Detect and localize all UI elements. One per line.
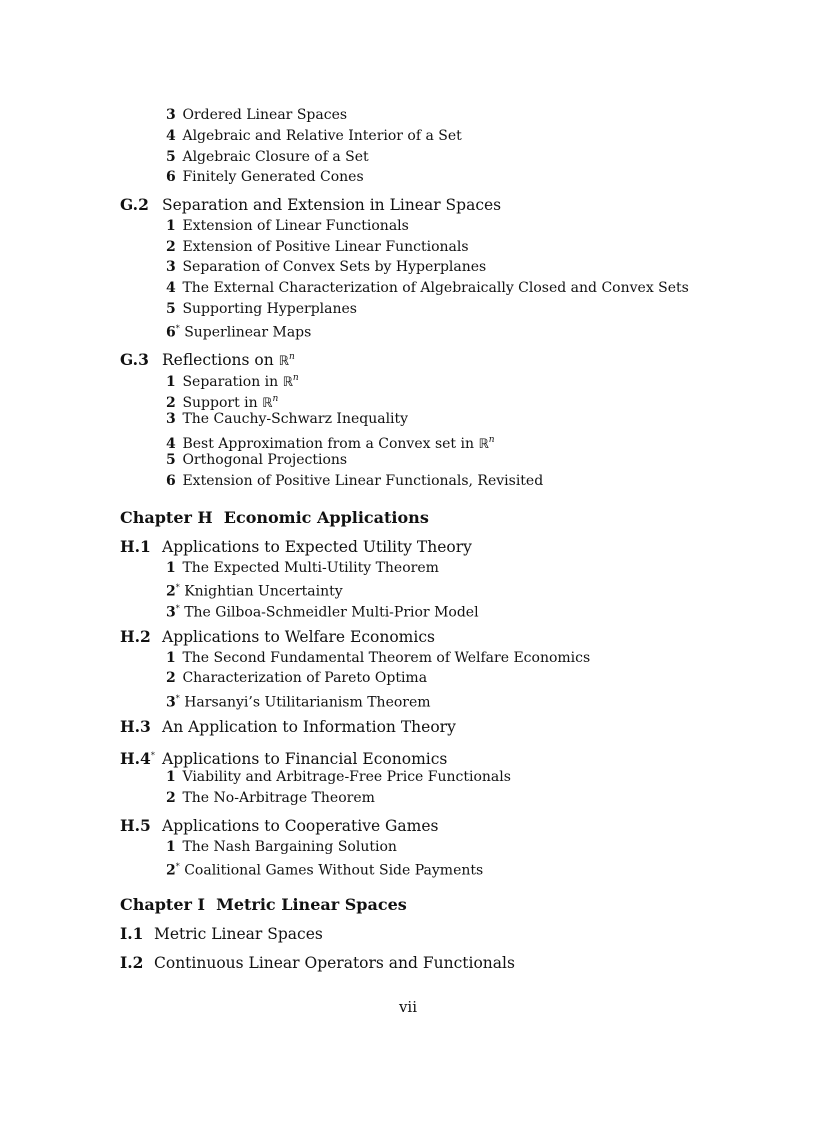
toc-entry[interactable]: 1 The Expected Multi-Utility Theorem xyxy=(166,560,439,576)
toc-entry[interactable]: 1 The Nash Bargaining Solution xyxy=(166,839,397,855)
toc-entry[interactable]: 2* Knightian Uncertainty xyxy=(166,583,343,600)
page-number: vii xyxy=(398,998,418,1016)
toc-section-h1[interactable]: H.1 Applications to Expected Utility Theory xyxy=(120,537,472,556)
toc-entry[interactable]: 5 Algebraic Closure of a Set xyxy=(166,149,369,165)
toc-entry[interactable]: 1 Extension of Linear Functionals xyxy=(166,218,409,234)
toc-section-g2[interactable]: G.2 Separation and Extension in Linear Spaces xyxy=(120,195,502,214)
toc-entry[interactable]: 2 Support in ℝ$^n$ xyxy=(166,394,279,411)
toc-entry[interactable]: 4 Best Approximation from a Convex set in ℝ$^n$ xyxy=(166,435,495,452)
toc-entry[interactable]: 2 Characterization of Pareto Optima xyxy=(166,670,428,686)
toc-entry[interactable]: 1 Viability and Arbitrage-Free Price Functionals xyxy=(166,769,511,785)
toc-entry[interactable]: 4 The External Characterization of Algebraically Closed and Convex Sets xyxy=(166,280,689,296)
toc-entry[interactable]: 2 The No-Arbitrage Theorem xyxy=(166,790,375,806)
toc-section-h3[interactable]: H.3 An Application to Information Theory xyxy=(120,717,456,736)
toc-section-h5[interactable]: H.5 Applications to Cooperative Games xyxy=(120,816,439,835)
toc-entry[interactable]: 3 Separation of Convex Sets by Hyperplanes xyxy=(166,259,487,275)
toc-entry[interactable]: 3 The Cauchy-Schwarz Inequality xyxy=(166,411,409,427)
toc-entry[interactable]: 6 Extension of Positive Linear Functionals, Revisited xyxy=(166,473,544,489)
toc-entry[interactable]: 6* Superlinear Maps xyxy=(166,324,312,341)
toc-chapter-h[interactable]: Chapter H Economic Applications xyxy=(120,508,429,527)
toc-section-h2[interactable]: H.2 Applications to Welfare Economics xyxy=(120,627,435,646)
toc-entry[interactable]: 1 Separation in ℝ$^n$ xyxy=(166,373,299,390)
toc-section-i2[interactable]: I.2 Continuous Linear Operators and Functionals xyxy=(120,953,515,972)
toc-entry[interactable]: 2 Extension of Positive Linear Functionals xyxy=(166,239,469,255)
toc-entry[interactable]: 6 Finitely Generated Cones xyxy=(166,169,364,185)
toc-chapter-i[interactable]: Chapter I Metric Linear Spaces xyxy=(120,895,407,914)
toc-section-g3[interactable]: G.3 Reflections on ℝ$^n$ xyxy=(120,350,295,369)
toc-section-h4[interactable]: H.4* Applications to Financial Economics xyxy=(120,749,448,769)
toc-entry[interactable]: 4 Algebraic and Relative Interior of a Set xyxy=(166,128,462,144)
toc-entry[interactable]: 5 Orthogonal Projections xyxy=(166,452,348,468)
toc-entry[interactable]: 3* The Gilboa-Schmeidler Multi-Prior Model xyxy=(166,604,479,621)
toc-entry[interactable]: 2* Coalitional Games Without Side Payments xyxy=(166,862,484,879)
toc-entry[interactable]: 1 The Second Fundamental Theorem of Welfare Economics xyxy=(166,650,591,666)
toc-section-i1[interactable]: I.1 Metric Linear Spaces xyxy=(120,924,323,943)
toc-entry[interactable]: 3* Harsanyi’s Utilitarianism Theorem xyxy=(166,694,431,711)
toc-entry[interactable]: 3 Ordered Linear Spaces xyxy=(166,107,348,123)
toc-entry[interactable]: 5 Supporting Hyperplanes xyxy=(166,301,357,317)
